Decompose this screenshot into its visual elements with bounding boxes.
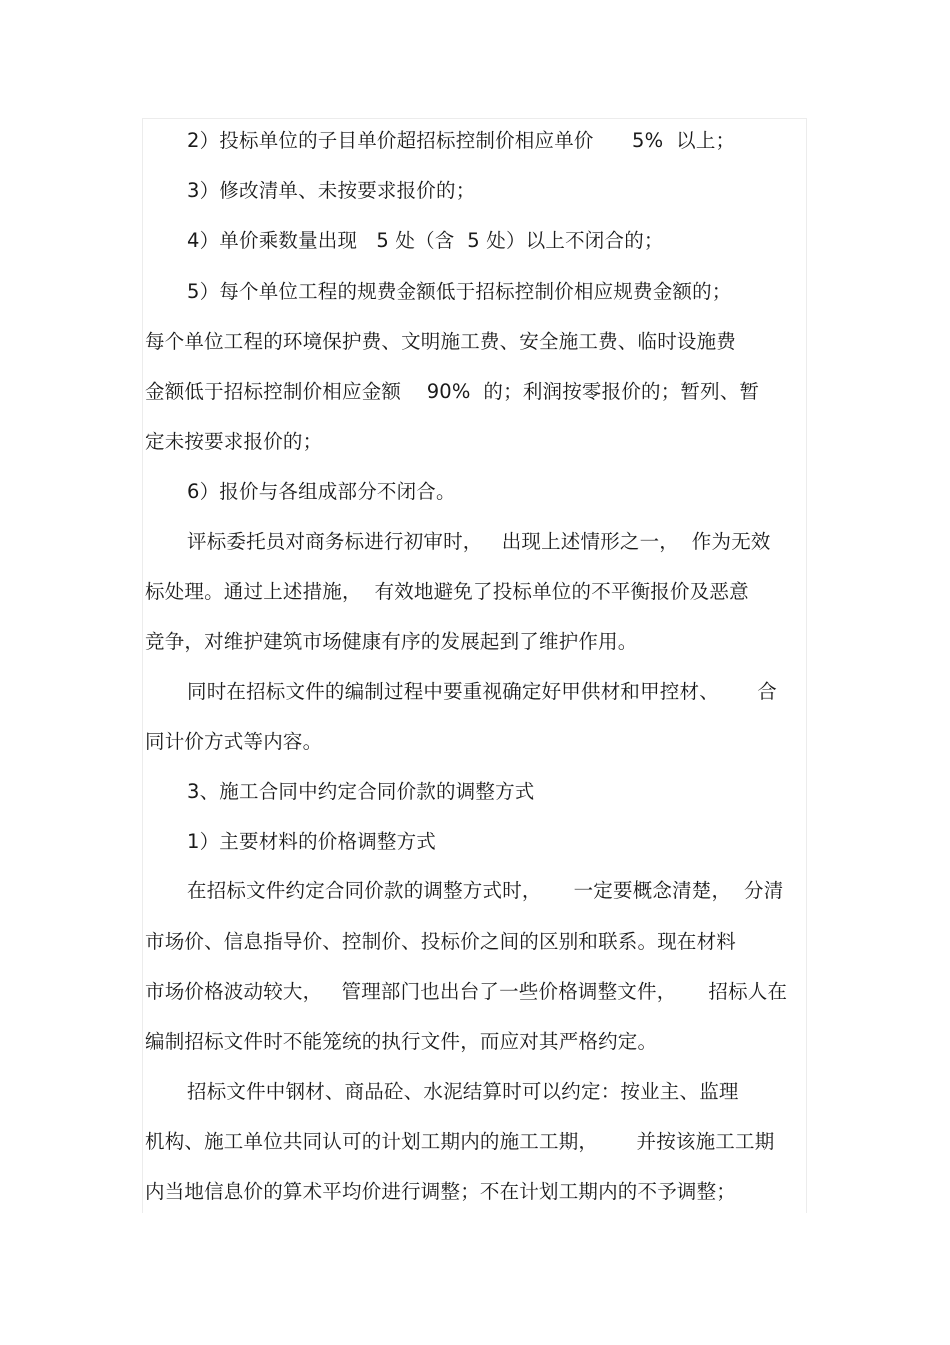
- subsection-heading: 1）主要材料的价格调整方式: [187, 830, 437, 853]
- text-line: 在招标文件约定合同价款的调整方式时， 一定要概念清楚， 分清: [187, 879, 784, 902]
- text-line: 5）每个单位工程的规费金额低于招标控制价相应规费金额的；: [187, 280, 732, 303]
- text-line: 机构、施工单位共同认可的计划工期内的施工工期， 并按该施工工期: [145, 1130, 775, 1153]
- text-line: 4）单价乘数量出现 5 处（含 5 处）以上不闭合的；: [187, 229, 664, 252]
- text-line: 内当地信息价的算术平均价进行调整；不在计划工期内的不予调整；: [145, 1180, 737, 1203]
- text-line: 同时在招标文件的编制过程中要重视确定好甲供材和甲控材、 合: [187, 680, 777, 703]
- text-line: 竞争，对维护建筑市场健康有序的发展起到了维护作用。: [145, 630, 638, 653]
- text-line: 金额低于招标控制价相应金额 90% 的；利润按零报价的；暂列、暂: [145, 380, 760, 403]
- text-line: 6）报价与各组成部分不闭合。: [187, 480, 456, 503]
- text-line: 同计价方式等内容。: [145, 730, 323, 753]
- text-line: 市场价、信息指导价、控制价、投标价之间的区别和联系。现在材料: [145, 930, 737, 953]
- text-line: 标处理。通过上述措施， 有效地避免了投标单位的不平衡报价及恶意: [145, 580, 749, 603]
- text-line: 评标委托员对商务标进行初审时， 出现上述情形之一， 作为无效: [187, 530, 771, 553]
- text-line: 定未按要求报价的；: [145, 430, 323, 453]
- text-line: 市场价格波动较大， 管理部门也出台了一些价格调整文件， 招标人在: [145, 980, 788, 1003]
- text-line: 每个单位工程的环境保护费、文明施工费、安全施工费、临时设施费: [145, 330, 737, 353]
- text-line: 编制招标文件时不能笼统的执行文件，而应对其严格约定。: [145, 1030, 658, 1053]
- text-line: 3）修改清单、未按要求报价的；: [187, 179, 476, 202]
- text-line: 2）投标单位的子目单价超招标控制价相应单价 5% 以上；: [187, 129, 736, 152]
- text-line: 招标文件中钢材、商品砼、水泥结算时可以约定：按业主、监理: [187, 1080, 739, 1103]
- section-heading: 3、施工合同中约定合同价款的调整方式: [187, 780, 535, 803]
